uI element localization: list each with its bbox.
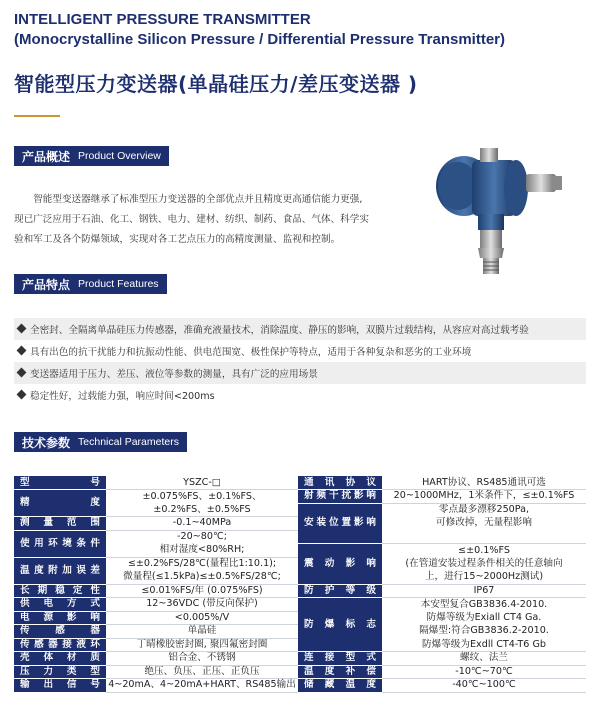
spec-label: 压力类型 xyxy=(14,665,106,679)
spec-label: 输出信号 xyxy=(14,679,106,693)
spec-label: 测量范围 xyxy=(14,517,106,531)
feature-text: 稳定性好，过载能力强，响应时间<200ms xyxy=(30,391,215,402)
overview-text xyxy=(14,190,402,250)
spec-value: ≤±0.1%FS xyxy=(382,544,586,558)
technical-heading-en: Technical Parameters xyxy=(78,436,179,448)
feature-text: 变送器适用于压力、差压、液位等参数的测量，具有广泛的应用场景 xyxy=(30,369,318,380)
feature-text: 具有出色的抗干扰能力和抗振动性能、供电范围宽、极性保护等特点，适用于各种复杂和恶劣的工业环境 xyxy=(30,347,472,358)
spec-label: 温度附加误差 xyxy=(14,557,106,584)
feature-text: 全密封、全隔离单晶硅压力传感器，准确充液量技术，消除温度、静压的影响，双膜片过载结构，从容应对高过载考验 xyxy=(30,325,529,336)
spec-label: 连接型式 xyxy=(298,652,382,666)
overview-heading-en: Product Overview xyxy=(78,150,161,162)
spec-label: 壳体材质 xyxy=(14,652,106,666)
spec-value: 本安型复合GB3836.4-2010. xyxy=(382,598,586,612)
spec-value: -10℃~70℃ xyxy=(382,665,586,679)
spec-value: ≤±0.2%FS/28℃(量程比1:10.1); xyxy=(106,557,298,571)
overview-heading xyxy=(14,146,169,166)
spec-value: -20~80℃; xyxy=(106,530,298,544)
spec-value: 绝压、负压、正压、正负压 xyxy=(106,665,298,679)
diamond-bullet-icon xyxy=(17,324,27,334)
spec-label: 防护等级 xyxy=(298,584,382,598)
features-list xyxy=(14,318,586,406)
diamond-bullet-icon xyxy=(17,346,27,356)
spec-label: 供电方式 xyxy=(14,598,106,612)
features-heading-cn: 产品特点 xyxy=(22,277,71,292)
features-heading xyxy=(14,274,167,294)
spec-value: 12~36VDC (带反向保护) xyxy=(106,598,298,612)
spec-label: 电源影响 xyxy=(14,611,106,625)
spec-value: IP67 xyxy=(382,584,586,598)
spec-label: 温度补偿 xyxy=(298,665,382,679)
spec-value: (在管道安装过程条件相关的任意轴向 xyxy=(382,557,586,571)
title-underline xyxy=(14,115,60,117)
spec-label: 震动影响 xyxy=(298,544,382,585)
spec-value: ±0.2%FS、±0.5%FS xyxy=(106,503,298,517)
feature-item xyxy=(14,340,586,362)
spec-value: HART协议、RS485通讯可选 xyxy=(382,476,586,490)
spec-label: 射频干扰影响 xyxy=(298,490,382,504)
overview-line: 智能型变送器继承了标准型压力变送器的全部优点并且精度更高通信能力更强, xyxy=(33,194,363,205)
spec-label: 传感器接液环 xyxy=(14,638,106,652)
diamond-bullet-icon xyxy=(17,368,27,378)
spec-value: 防爆等级为Exiall CT4 Ga. xyxy=(382,611,586,625)
overview-line: 现已广泛应用于石油、化工、钢铁、电力、建材、纺织、制药、食品、气体、科学实 xyxy=(14,214,369,225)
technical-heading-cn: 技术参数 xyxy=(22,435,71,450)
overview-line: 验和军工及各个防爆领域，实现对各工艺点压力的高精度测量、监视和控制。 xyxy=(14,234,341,245)
spec-label: 通讯协议 xyxy=(298,476,382,490)
spec-value-blank xyxy=(382,530,586,544)
spec-label: 精度 xyxy=(14,490,106,517)
spec-label: 传感器 xyxy=(14,625,106,639)
spec-value: 丁晴橡胶密封圈, 聚四氟密封圈 xyxy=(106,638,298,652)
spec-label: 型号 xyxy=(14,476,106,490)
spec-value: <0.005%/V xyxy=(106,611,298,625)
spec-value: 零点最多漂移250Pa, xyxy=(382,503,586,517)
spec-value: 微量程(≤1.5kPa)≤±0.5%FS/28℃; xyxy=(106,571,298,585)
feature-item xyxy=(14,318,586,340)
title-en-line1: INTELLIGENT PRESSURE TRANSMITTER xyxy=(14,11,311,28)
spec-table xyxy=(14,476,586,693)
title-cn: 智能型压力变送器(单晶硅压力/差压变送器 ) xyxy=(14,72,418,96)
spec-label: 防爆标志 xyxy=(298,598,382,652)
title-en-line2: (Monocrystalline Silicon Pressure / Differential Pressure Transmitter) xyxy=(14,31,505,48)
spec-value: 4~20mA、4~20mA+HART、RS485输出 xyxy=(106,679,298,693)
spec-label: 使用环境条件 xyxy=(14,530,106,557)
feature-item xyxy=(14,384,586,406)
spec-label: 安装位置影响 xyxy=(298,503,382,544)
feature-item xyxy=(14,362,586,384)
diamond-bullet-icon xyxy=(17,390,27,400)
spec-value: 上，进行15~2000Hz测试) xyxy=(382,571,586,585)
spec-value: 单晶硅 xyxy=(106,625,298,639)
spec-value: YSZC-□ xyxy=(106,476,298,490)
spec-value: -0.1~40MPa xyxy=(106,517,298,531)
spec-value: ≤0.01%FS/年 (0.075%FS) xyxy=(106,584,298,598)
technical-heading xyxy=(14,432,187,452)
overview-heading-cn: 产品概述 xyxy=(22,149,71,164)
transmitter-product-image xyxy=(422,148,572,276)
spec-value: ±0.075%FS、±0.1%FS、 xyxy=(106,490,298,504)
spec-label: 长期稳定性 xyxy=(14,584,106,598)
spec-value: 防爆等级为Exdll CT4-T6 Gb xyxy=(382,638,586,652)
spec-label: 储藏温度 xyxy=(298,679,382,693)
spec-value: 隔爆型:符合GB3836.2-2010. xyxy=(382,625,586,639)
spec-value: 相对湿度<80%RH; xyxy=(106,544,298,558)
spec-value: 螺纹、法兰 xyxy=(382,652,586,666)
spec-value: -40℃~100℃ xyxy=(382,679,586,693)
spec-value: 20~1000MHz，1米条件下，≤±0.1%FS xyxy=(382,490,586,504)
spec-value: 铝合金、不锈钢 xyxy=(106,652,298,666)
spec-value: 可修改掉，无量程影响 xyxy=(382,517,586,531)
features-heading-en: Product Features xyxy=(78,278,159,290)
